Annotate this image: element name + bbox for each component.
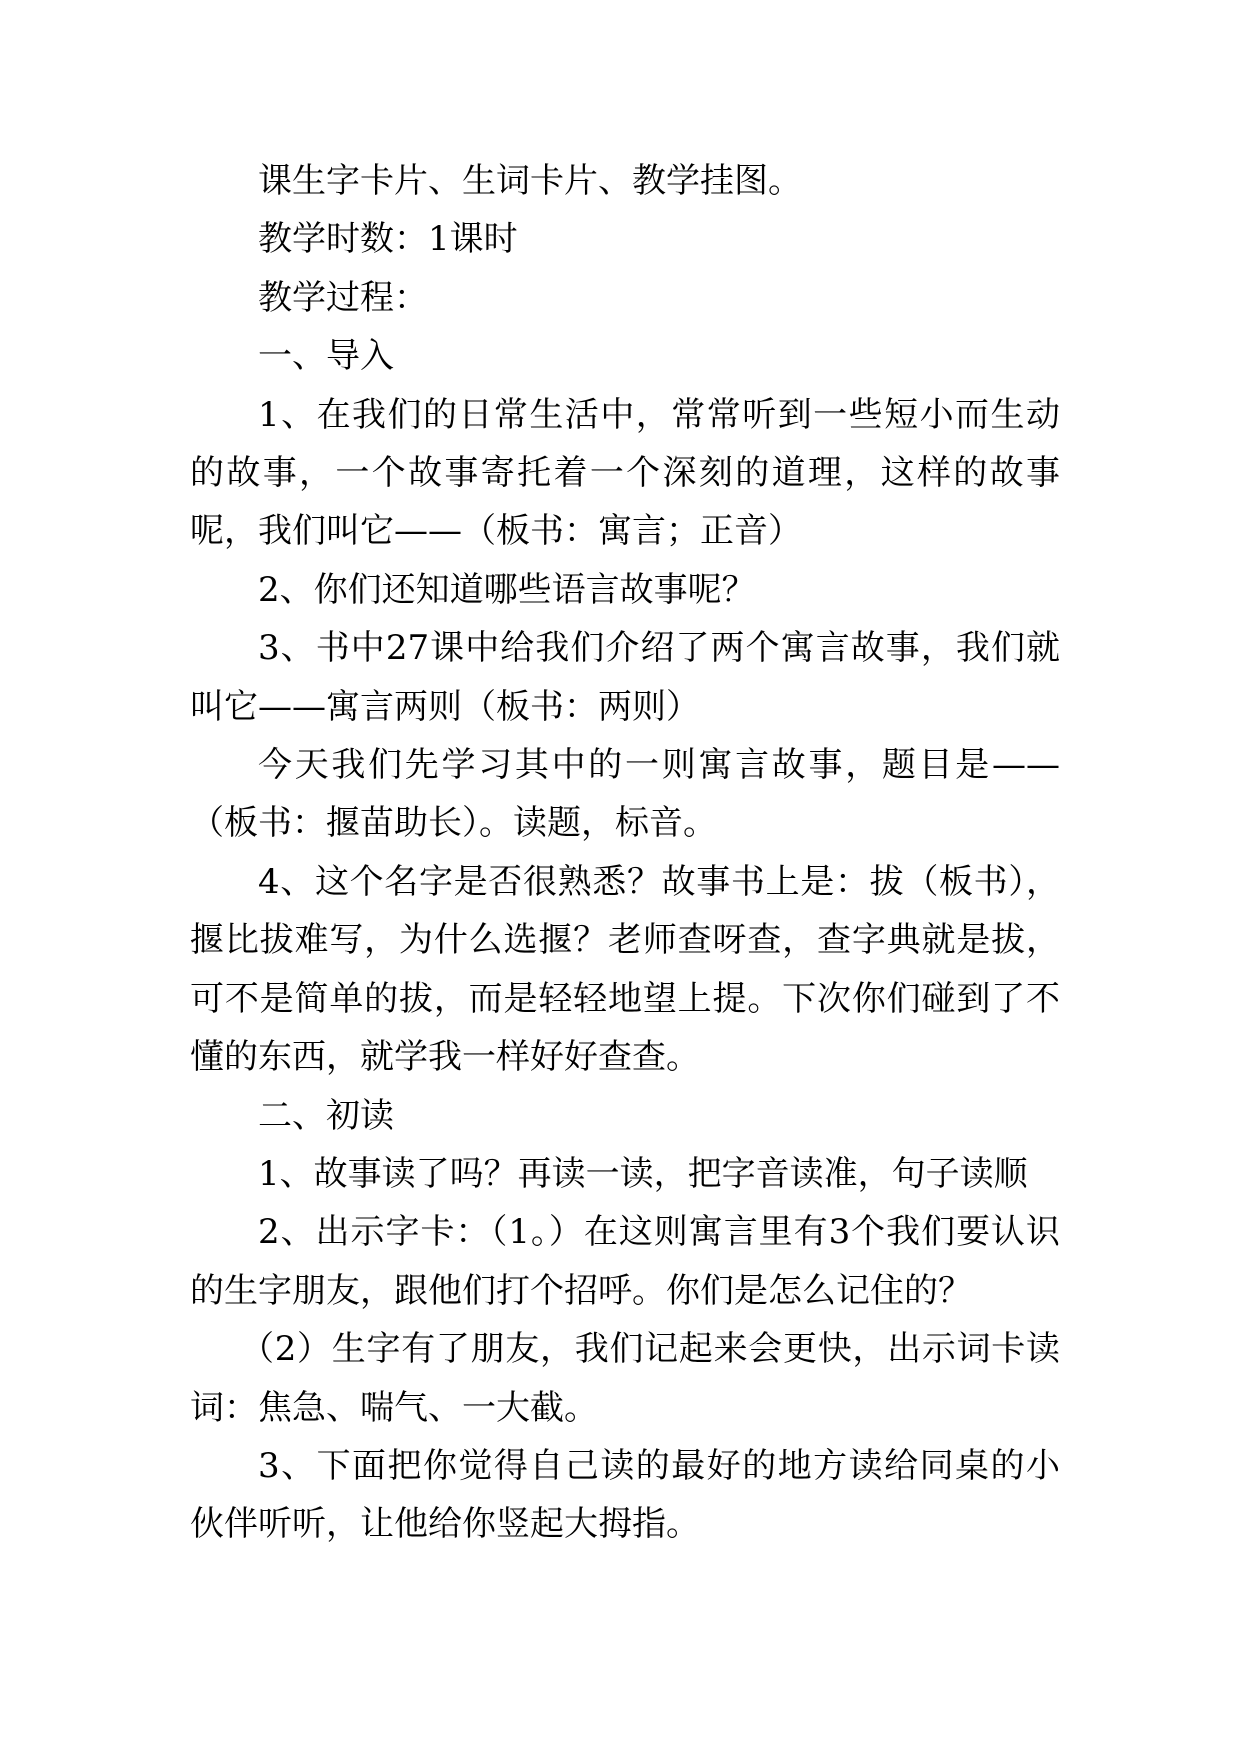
paragraph-intro-2: 2、你们还知道哪些语言故事呢？ (258, 569, 756, 610)
section-heading-first-reading: 二、初读 (258, 1095, 394, 1136)
paragraph-reading-3: 3、下面把你觉得自己读的最好的地方读给同桌的小伙伴听听，让他给你竖起大拇指。 (190, 1445, 1060, 1545)
paragraph-reading-1: 1、故事读了吗？再读一读，把字音读准，句子读顺 (258, 1153, 1028, 1194)
section-heading-intro: 一、导入 (258, 336, 394, 377)
paragraph-intro-title: 今天我们先学习其中的一则寓言故事，题目是——（板书：揠苗助长）。读题，标音。 (190, 745, 1060, 844)
body-text (190, 152, 1060, 1554)
paragraph-materials: 课生字卡片、生词卡片、教学挂图。 (258, 161, 802, 201)
paragraph-intro-1: 1、在我们的日常生活中，常常听到一些短小而生动的故事，一个故事寄托着一个深刻的道理，这样的故事呢，我们叫它——（板书：寓言；正音） (190, 394, 1060, 552)
paragraph-intro-4: 4、这个名字是否很熟悉？故事书上是：拔（板书），揠比拔难写，为什么选揠？老师查呀查，查字典就是拔，可不是简单的拔，而是轻轻地望上提。下次你们碰到了不懂的东西，就学我一样好好查查。 (190, 861, 1060, 1078)
paragraph-intro-3: 3、书中27课中给我们介绍了两个寓言故事，我们就叫它——寓言两则（板书：两则） (190, 628, 1060, 727)
paragraph-reading-2-sub: （2）生字有了朋友，我们记起来会更快，出示词卡读词：焦急、喘气、一大截。 (190, 1329, 1060, 1428)
paragraph-lesson-hours: 教学时数：1课时 (258, 219, 518, 260)
paragraph-reading-2: 2、出示字卡：（1。）在这则寓言里有3个我们要认识的生字朋友，跟他们打个招呼。你们是怎么记住的？ (190, 1212, 1060, 1311)
paragraph-process-heading: 教学过程： (258, 277, 428, 318)
